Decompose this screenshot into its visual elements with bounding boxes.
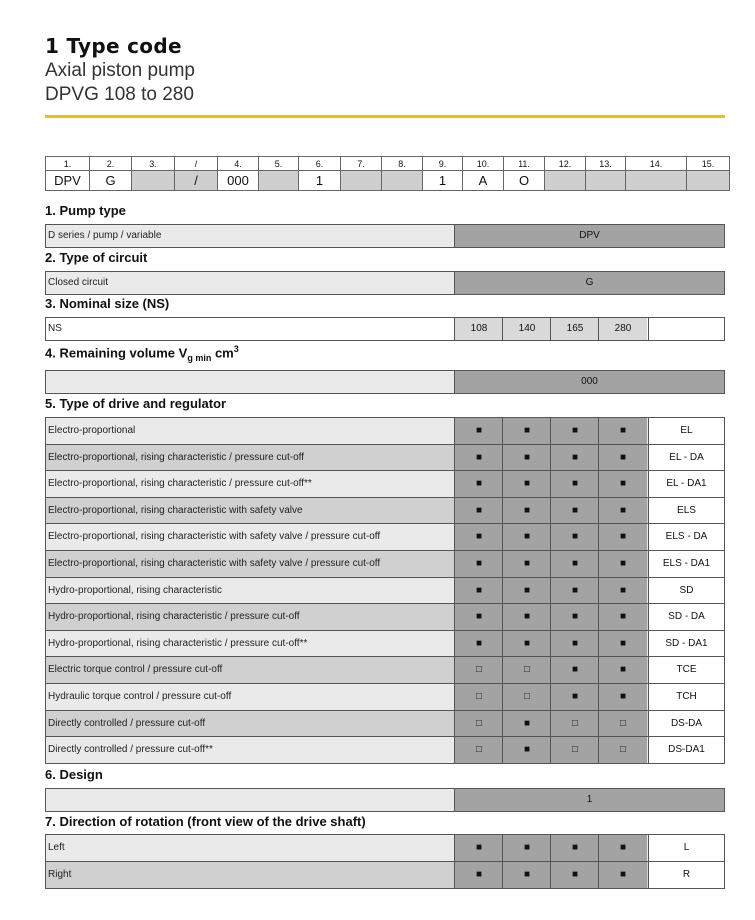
table-row [45,656,725,684]
availability-mark: ■ [598,471,647,497]
ordering-code: DS-DA1 [648,737,724,763]
table-row [45,683,725,711]
ordering-code: ELS - DA [648,524,724,550]
availability-mark: ■ [454,551,503,577]
type-code-position: 13. [586,157,626,171]
availability-mark: ■ [550,684,599,710]
availability-mark: ■ [502,445,551,471]
section-nominal-size: 3. Nominal size (NS) [45,296,170,311]
ordering-code: EL - DA [648,445,724,471]
type-code-value [382,171,423,191]
availability-mark: □ [454,711,503,737]
availability-mark: ■ [502,471,551,497]
section-pump-type: 1. Pump type [45,203,126,218]
availability-mark: ■ [598,657,647,683]
table-row [45,497,725,525]
row-label: Hydro-proportional, rising characteristic / pressure cut-off [48,611,300,623]
availability-mark: ■ [598,835,647,861]
table-row [45,710,725,738]
type-code-value: O [504,171,545,191]
table-row [45,444,725,472]
availability-mark: ■ [454,862,503,888]
row-label: Hydro-proportional, rising characteristic / pressure cut-off** [48,637,308,649]
table-row [45,861,725,889]
availability-mark: ■ [454,445,503,471]
table-row [45,577,725,605]
section-rotation: 7. Direction of rotation (front view of the drive shaft) [45,814,366,829]
availability-mark: □ [502,684,551,710]
availability-mark: ■ [550,604,599,630]
table-row [45,523,725,551]
type-code-position: 14. [626,157,687,171]
availability-mark: ■ [598,551,647,577]
type-code-position: 10. [463,157,504,171]
type-code-position: 11. [504,157,545,171]
row-label: Electro-proportional, rising characteristic / pressure cut-off [48,451,305,463]
section-remaining-volume: 4. Remaining volume $V_{g min}$ $cm^3$ [45,344,239,363]
availability-mark: ■ [502,578,551,604]
page-subtitle-product: Axial piston pump [45,60,195,81]
ordering-code: R [648,862,724,888]
availability-mark: ■ [454,498,503,524]
ordering-code: EL [648,418,724,444]
type-code-value [586,171,626,191]
availability-mark: ■ [598,684,647,710]
availability-mark: □ [454,737,503,763]
size-cell: 165 [550,318,599,340]
availability-mark: ■ [502,862,551,888]
type-code-position: 7. [341,157,382,171]
ordering-code: EL - DA1 [648,471,724,497]
row-label: Directly controlled / pressure cut-off [48,717,206,729]
type-code-position: 3. [132,157,175,171]
availability-mark: ■ [502,631,551,657]
type-code-value [132,171,175,191]
pump-type-code: DPV [454,225,724,247]
pump-type-row [45,224,725,248]
availability-mark: ■ [598,604,647,630]
page-title: 1 Type code [45,34,182,58]
circuit-type-code: G [454,272,724,294]
remaining-volume-code: 000 [454,371,724,393]
table-row [45,550,725,578]
design-code: 1 [454,789,724,811]
availability-mark: ■ [454,418,503,444]
availability-mark: □ [598,711,647,737]
availability-mark: □ [502,657,551,683]
availability-mark: ■ [550,551,599,577]
availability-mark: ■ [550,578,599,604]
availability-mark: ■ [502,711,551,737]
availability-mark: ■ [454,471,503,497]
type-code-table [45,156,730,191]
availability-mark: ■ [502,524,551,550]
type-code-position-row [46,157,730,171]
type-code-position: 12. [545,157,586,171]
availability-mark: ■ [598,524,647,550]
type-code-position: 8. [382,157,423,171]
row-label: Hydro-proportional, rising characteristic [48,584,222,596]
type-code-value: A [463,171,504,191]
availability-mark: ■ [502,551,551,577]
row-label: Electro-proportional, rising characteristic with safety valve / pressure cut-off [48,558,381,569]
header-divider [45,115,725,118]
row-label: Closed circuit [48,277,109,288]
availability-mark: ■ [550,835,599,861]
availability-mark: ■ [550,862,599,888]
type-code-position: 2. [90,157,132,171]
type-code-position: 1. [46,157,90,171]
availability-mark: ■ [550,445,599,471]
availability-mark: ■ [550,657,599,683]
row-label: Electro-proportional, rising characteristic with safety valve / pressure cut-off [48,531,381,543]
section-drive-regulator: 5. Type of drive and regulator [45,396,227,411]
type-code-value [545,171,586,191]
type-code-position: 9. [423,157,463,171]
type-code-value: 000 [218,171,259,191]
type-code-position: / [175,157,218,171]
ordering-code: ELS [648,498,724,524]
availability-mark: ■ [550,498,599,524]
row-label: Hydraulic torque control / pressure cut-off [48,691,232,702]
availability-mark: ■ [598,862,647,888]
table-row [45,470,725,498]
availability-mark: ■ [598,578,647,604]
type-code-position: 15. [687,157,730,171]
type-code-position: 5. [259,157,299,171]
availability-mark: ■ [598,418,647,444]
ordering-code: SD - DA1 [648,631,724,657]
availability-mark: ■ [550,471,599,497]
ordering-code: TCH [648,684,724,710]
ordering-code: TCE [648,657,724,683]
ordering-code: SD - DA [648,604,724,630]
availability-mark: ■ [598,498,647,524]
row-label: Electro-proportional, rising characteristic with safety valve [48,504,303,516]
circuit-type-row [45,271,725,295]
page-subtitle-model: DPVG 108 to 280 [45,84,194,105]
type-code-value: G [90,171,132,191]
ordering-code: ELS - DA1 [648,551,724,577]
type-code-value [687,171,730,191]
availability-mark: ■ [598,445,647,471]
type-code-value-row [46,171,730,191]
availability-mark: ■ [598,631,647,657]
row-label: Electric torque control / pressure cut-off [48,664,223,676]
availability-mark: ■ [502,835,551,861]
availability-mark: □ [454,684,503,710]
row-label: Directly controlled / pressure cut-off** [48,744,213,756]
type-code-value: / [175,171,218,191]
row-label: D series / pump / variable [48,230,162,241]
size-code-empty [648,318,724,340]
table-row [45,417,725,445]
section-design: 6. Design [45,767,103,782]
table-row [45,630,725,658]
availability-mark: □ [598,737,647,763]
table-row [45,834,725,862]
design-row [45,788,725,812]
availability-mark: □ [550,711,599,737]
ordering-code: L [648,835,724,861]
nominal-size-row [45,317,725,341]
type-code-value: 1 [423,171,463,191]
section-circuit-type: 2. Type of circuit [45,250,148,265]
availability-mark: ■ [454,631,503,657]
availability-mark: ■ [502,737,551,763]
size-cell: 108 [454,318,503,340]
row-label: Right [48,869,72,880]
availability-mark: ■ [550,631,599,657]
availability-mark: ■ [454,578,503,604]
availability-mark: ■ [454,604,503,630]
availability-mark: □ [454,657,503,683]
type-code-position: 6. [299,157,341,171]
availability-mark: ■ [550,524,599,550]
type-code-value [626,171,687,191]
row-label: Left [48,842,65,853]
row-label: Electro-proportional, rising characteristic / pressure cut-off** [48,478,312,490]
remaining-volume-row [45,370,725,394]
type-code-value [259,171,299,191]
table-row [45,603,725,631]
type-code-position: 4. [218,157,259,171]
size-cell: 140 [502,318,551,340]
type-code-value [341,171,382,191]
availability-mark: ■ [502,418,551,444]
availability-mark: ■ [454,835,503,861]
ordering-code: DS-DA [648,711,724,737]
availability-mark: ■ [454,524,503,550]
availability-mark: ■ [502,498,551,524]
row-label: Electro-proportional [48,425,136,436]
type-code-value: DPV [46,171,90,191]
table-row [45,736,725,764]
row-label: NS [48,323,62,334]
availability-mark: ■ [502,604,551,630]
availability-mark: ■ [550,418,599,444]
ordering-code: SD [648,578,724,604]
availability-mark: □ [550,737,599,763]
size-cell: 280 [598,318,647,340]
type-code-value: 1 [299,171,341,191]
